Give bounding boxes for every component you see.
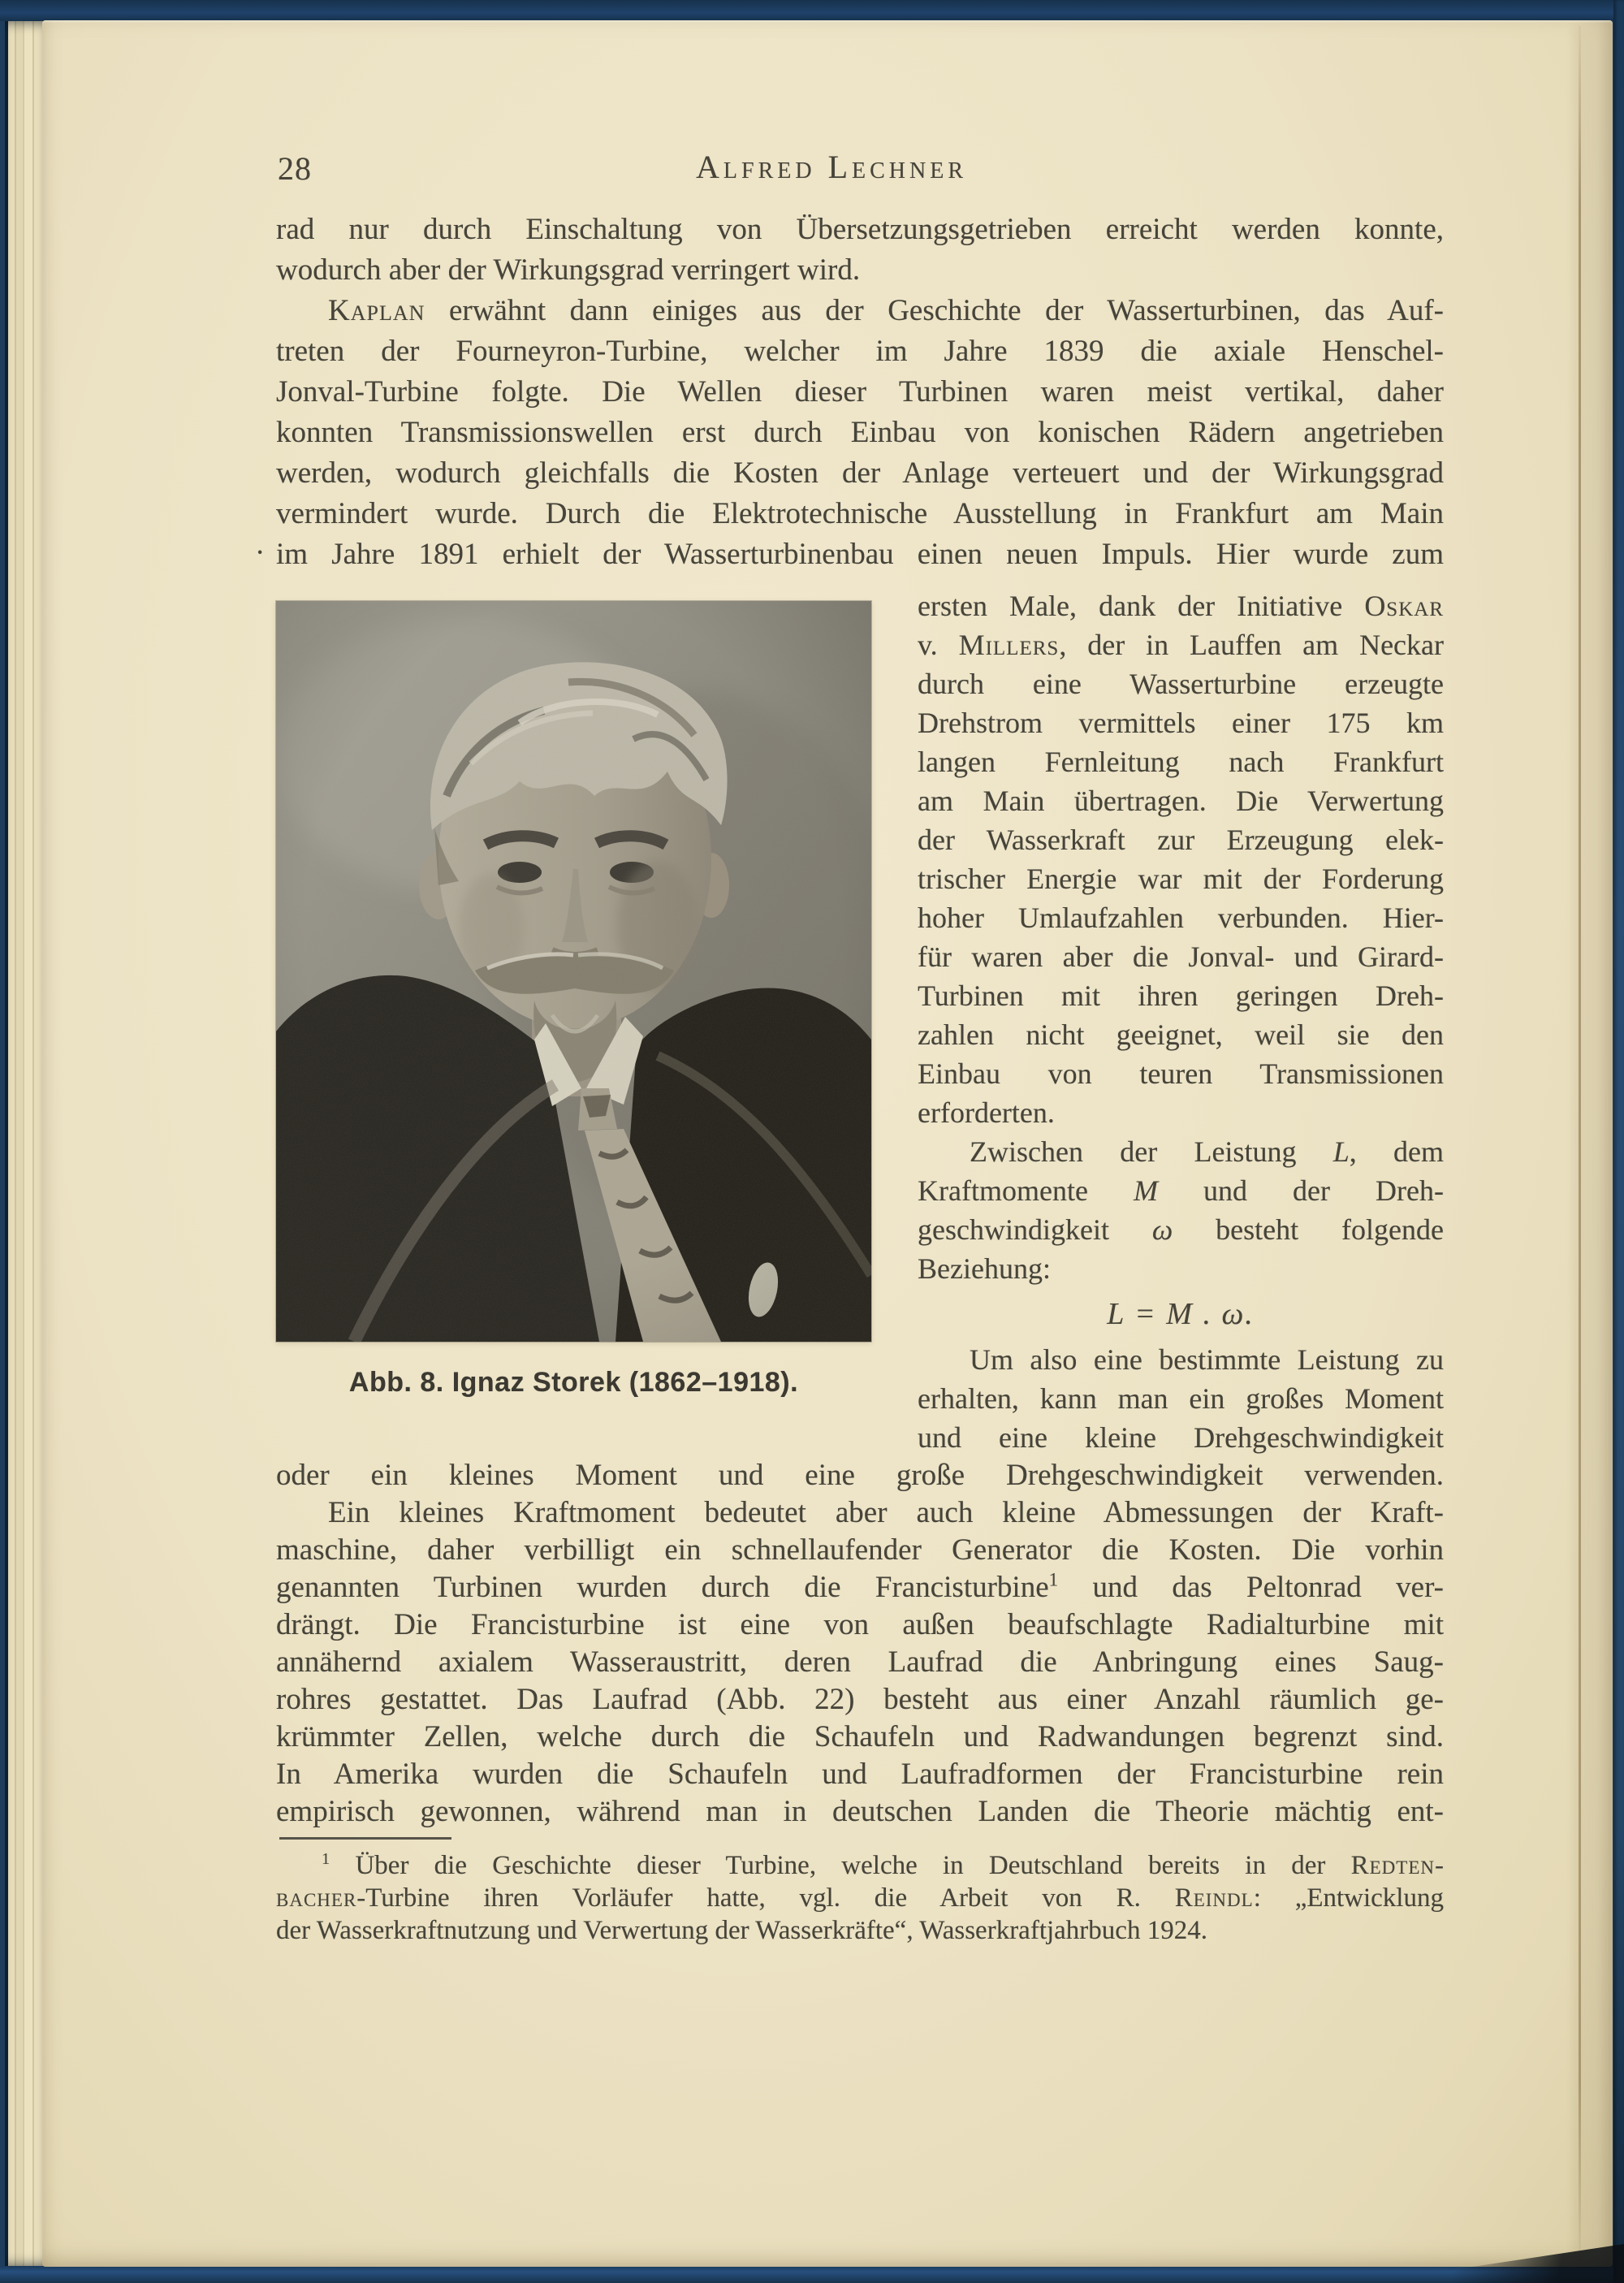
text-line: krümmter Zellen, welche durch die Schaufeln und Radwandungen begrenzt sind.: [276, 1720, 1444, 1753]
text-line: der Wasserkraftnutzung und Verwertung der Wasserkräfte“, Wasserkraftjahrbuch 1924.: [276, 1916, 1207, 1945]
figure: [276, 586, 918, 1457]
text-line: konnten Transmissionswellen erst durch Einbau von konischen Rädern angetrieben: [276, 416, 1444, 449]
text-line: drängt. Die Francisturbine ist eine von außen beaufschlagte Radialturbine mit: [276, 1608, 1444, 1641]
text-line: Zwischen der Leistung L, dem: [970, 1135, 1444, 1168]
paragraph: [918, 586, 1444, 1288]
page-number: 28: [278, 150, 312, 187]
text-line: trischer Energie war mit der Forderung: [918, 863, 1444, 895]
book-cover-right-edge: [1613, 0, 1624, 2283]
text-line: Turbinen mit ihren geringen Dreh-: [918, 979, 1444, 1012]
text-line: annähernd axialem Wasseraustritt, deren Laufrad die Anbringung eines Saug-: [276, 1645, 1444, 1679]
text-line: am Main übertragen. Die Verwertung: [918, 785, 1444, 817]
text-line: langen Fernleitung nach Frankfurt: [918, 746, 1444, 778]
text-line: geschwindigkeit ω besteht folgende: [918, 1213, 1445, 1246]
text-line: im Jahre 1891 erhielt der Wasserturbinenbau einen neuen Impuls. Hier wurde zum: [276, 538, 1444, 571]
footnote: [276, 1849, 1444, 1947]
text-line: $^1$ Über die Geschichte dieser Turbine, welche in Deutschland bereits in der Redten-: [322, 1850, 1444, 1880]
formula: L = M . ω.: [1107, 1297, 1255, 1331]
text-line: genannten Turbinen wurden durch die Francisturbine$^1$ und das Peltonrad ver-: [276, 1569, 1444, 1604]
text-line: rohres gestattet. Das Laufrad (Abb. 22) besteht aus einer Anzahl räumlich ge-: [276, 1683, 1444, 1716]
text-line: Drehstrom vermittels einer 175 km: [918, 707, 1444, 739]
text-line: erforderten.: [918, 1096, 1055, 1129]
paragraph: [276, 210, 1444, 291]
text-line: maschine, daher verbilligt ein schnellaufender Generator die Kosten. Die vorhin: [276, 1533, 1444, 1567]
paragraph: [276, 291, 1444, 575]
text-line: empirisch gewonnen, während man in deutschen Landen die Theorie mächtig ent-: [276, 1795, 1444, 1828]
print-artifact-dot: ·: [255, 536, 266, 569]
text-line: hoher Umlaufzahlen verbunden. Hier-: [918, 902, 1444, 934]
page-header: [276, 148, 1444, 210]
text-line: Jonval-Turbine folgte. Die Wellen dieser Turbinen waren meist vertikal, daher: [276, 375, 1444, 409]
paragraph: [918, 1340, 1444, 1457]
text-line: Kaplan erwähnt dann einiges aus der Geschichte der Wasserturbinen, das Auf-: [328, 294, 1444, 327]
text-line: ersten Male, dank der Initiative Oskar: [918, 590, 1444, 622]
text-line: und eine kleine Drehgeschwindigkeit: [918, 1421, 1444, 1454]
gutter-crease: [1579, 26, 1581, 2261]
page-body: [255, 210, 1445, 1947]
text-line: treten der Fourneyron-Turbine, welcher im Jahre 1839 die axiale Henschel-: [276, 335, 1444, 368]
text-line: für waren aber die Jonval- und Girard-: [918, 940, 1444, 973]
footnote-separator: [279, 1837, 451, 1840]
running-head: Alfred Lechner: [696, 149, 967, 185]
text-line: erhalten, kann man ein großes Moment: [918, 1382, 1444, 1415]
text-line: Kraftmomente M und der Dreh-: [918, 1174, 1445, 1207]
text-line: wodurch aber der Wirkungsgrad verringert wird.: [276, 253, 861, 287]
text-line: oder ein kleines Moment und eine große Drehgeschwindigkeit verwenden.: [276, 1459, 1444, 1492]
text-line: durch eine Wasserturbine erzeugte: [918, 668, 1444, 700]
figure-caption: Abb. 8. Ignaz Storek (1862–1918).: [348, 1367, 799, 1398]
text-line: Einbau von teuren Transmissionen: [918, 1057, 1444, 1090]
page-edge-stack: [5, 21, 44, 2266]
portrait-photo: [276, 601, 871, 1342]
text-line: rad nur durch Einschaltung von Übersetzungsgetrieben erreicht werden konnte,: [276, 213, 1444, 246]
text-line: Ein kleines Kraftmoment bedeutet aber auch kleine Abmessungen der Kraft-: [328, 1496, 1444, 1529]
text-line: Beziehung:: [918, 1252, 1051, 1285]
book-cover-top-edge: [0, 0, 1624, 21]
text-line: zahlen nicht geeignet, weil sie den: [918, 1018, 1444, 1051]
right-text-column: [918, 586, 1444, 1457]
text-line: v. Millers, der in Lauffen am Neckar: [918, 629, 1444, 661]
text-line: In Amerika wurden die Schaufeln und Laufradformen der Francisturbine rein: [276, 1758, 1444, 1791]
text-line: der Wasserkraft zur Erzeugung elek-: [918, 824, 1444, 856]
figure-text-row: [276, 586, 1444, 1457]
text-line: bacher-Turbine ihren Vorläufer hatte, vgl. die Arbeit von R. Reindl: „Entwicklung: [276, 1883, 1444, 1913]
text-line: werden, wodurch gleichfalls die Kosten der Anlage verteuert und der Wirkungsgrad: [276, 456, 1444, 490]
paragraph: [276, 1457, 1444, 1831]
page-content: [255, 148, 1445, 1947]
text-line: vermindert wurde. Durch die Elektrotechnische Ausstellung in Frankfurt am Main: [276, 497, 1444, 530]
text-line: Um also eine bestimmte Leistung zu: [970, 1343, 1444, 1376]
